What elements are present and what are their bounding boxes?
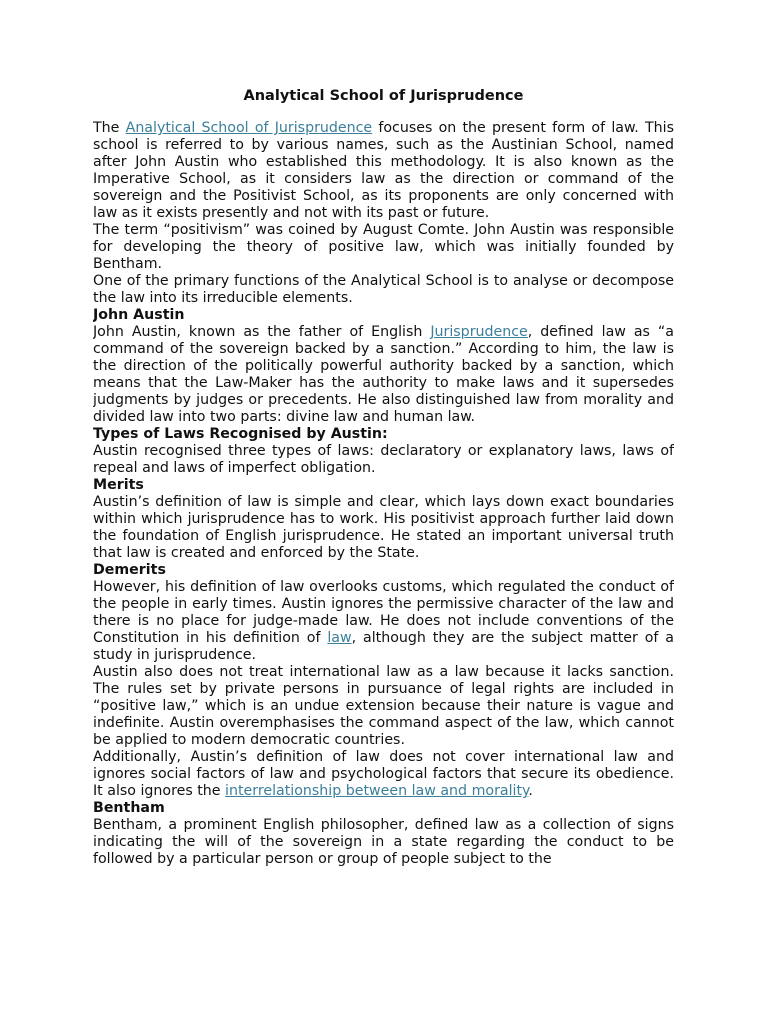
paragraph-additionally-post: . bbox=[528, 783, 533, 799]
paragraph-functions: One of the primary functions of the Analytical School is to analyse or decompose the law into its irreducible elements. bbox=[93, 273, 674, 306]
heading-john-austin: John Austin bbox=[93, 307, 185, 323]
paragraph-austin-post: , defined law as “a command of the sovereign backed by a sanction.” According to him, the law is the direction of the politically powerful authority backed by a sanction, which means that the Law-Maker has the authority to make laws and it supersedes judgments by judges or precedents. He also distinguished law from morality and divided law into two parts: divine law and human law. bbox=[93, 324, 674, 425]
paragraph-additionally-pre: Additionally, Austin’s definition of law does not cover international law and ignores social factors of law and psychological factors that secure its obedience. It also ignores the bbox=[93, 749, 674, 799]
link-law[interactable]: law bbox=[327, 630, 352, 646]
paragraph-types: Austin recognised three types of laws: declaratory or explanatory laws, laws of repeal and laws of imperfect obligation. bbox=[93, 443, 674, 476]
paragraph-austin bbox=[93, 324, 674, 426]
paragraph-intro-pre: The bbox=[93, 120, 126, 136]
paragraph-austin-pre: John Austin, known as the father of English bbox=[93, 324, 431, 340]
paragraph-demerits bbox=[93, 579, 674, 664]
paragraph-international-law: Austin also does not treat international law as a law because it lacks sanction. The rules set by private persons in pursuance of legal rights are included in “positive law,” which is an undue extension because their nature is vague and indefinite. Austin overemphasises the command aspect of the law, which cannot be applied to modern democratic countries. bbox=[93, 664, 674, 748]
paragraph-intro-post: focuses on the present form of law. This school is referred to by various names, such as the Austinian School, named after John Austin who established this methodology. It is also known as the Imperative School, as it considers law as the direction or command of the sovereign and the Positivist School, as its proponents are only concerned with law as it exists presently and not with its past or future. bbox=[93, 120, 674, 221]
paragraph-merits: Austin’s definition of law is simple and clear, which lays down exact boundaries within which jurisprudence has to work. His positivist approach further laid down the foundation of English jurisprudence. He stated an important universal truth that law is created and enforced by the State. bbox=[93, 494, 674, 561]
document-title: Analytical School of Jurisprudence bbox=[243, 88, 524, 104]
paragraph-demerits-pre: However, his definition of law overlooks customs, which regulated the conduct of the people in early times. Austin ignores the permissive character of the law and there is no place for judge-made law. He does not include conventions of the Constitution in his definition of bbox=[93, 579, 674, 646]
document-page bbox=[93, 86, 674, 926]
paragraph-demerits-post: , although they are the subject matter of a study in jurisprudence. bbox=[93, 630, 674, 663]
heading-merits: Merits bbox=[93, 477, 144, 493]
heading-demerits: Demerits bbox=[93, 562, 166, 578]
paragraph-bentham: Bentham, a prominent English philosopher, defined law as a collection of signs indicating the will of the sovereign in a state regarding the conduct to be followed by a particular person or group of people subject to the bbox=[93, 817, 674, 867]
paragraph-additionally bbox=[93, 749, 674, 800]
link-law-and-morality[interactable]: interrelationship between law and morality bbox=[225, 783, 529, 799]
link-jurisprudence[interactable]: Jurisprudence bbox=[430, 324, 528, 340]
heading-bentham: Bentham bbox=[93, 800, 165, 816]
paragraph-intro bbox=[93, 120, 674, 222]
link-analytical-school[interactable]: Analytical School of Jurisprudence bbox=[125, 120, 373, 136]
paragraph-positivism: The term “positivism” was coined by August Comte. John Austin was responsible for developing the theory of positive law, which was initially founded by Bentham. bbox=[93, 222, 674, 272]
heading-types-of-laws: Types of Laws Recognised by Austin: bbox=[93, 426, 388, 442]
